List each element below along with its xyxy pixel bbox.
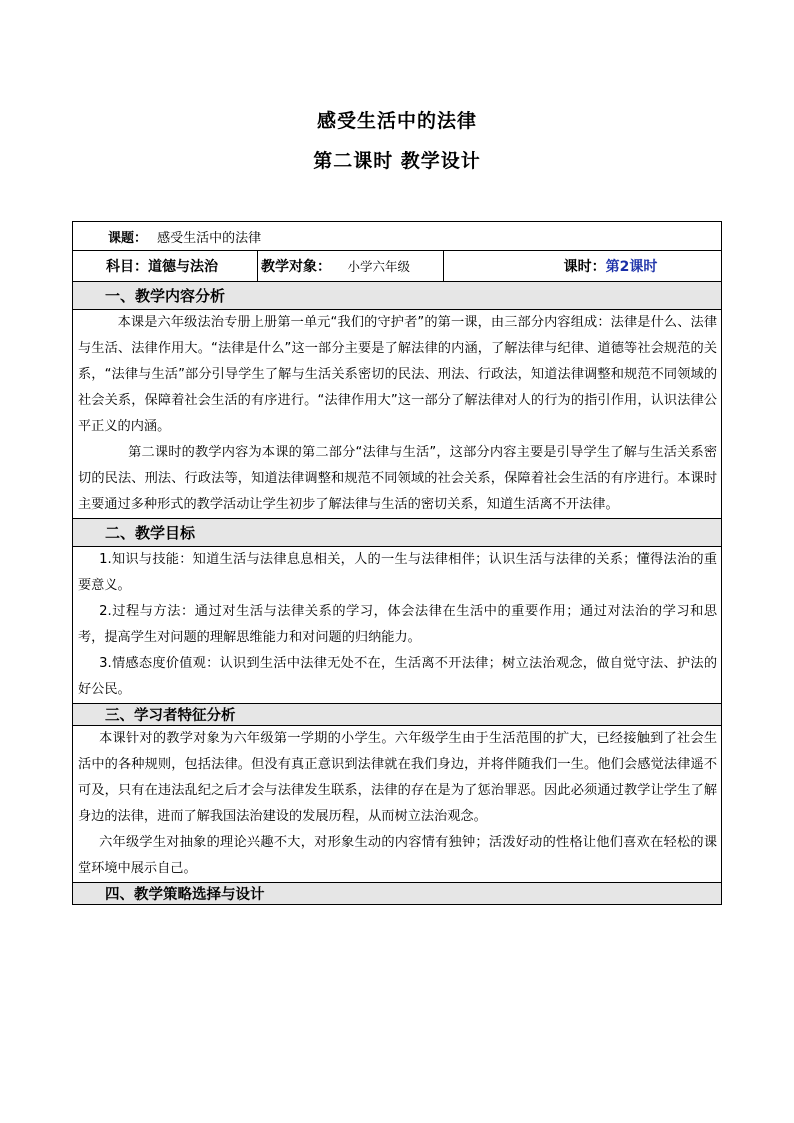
section-2-body-row [73, 547, 722, 704]
meta-row [73, 251, 722, 282]
paragraph: 第二课时的教学内容为本课的第二部分“法律与生活”，这部分内容主要是引导学生了解与生活关系密切的民法、刑法、行政法等，知道法律调整和规范不同领域的社会关系，保障着社会生活的有序进行。本课时主要通过多种形式的教学活动让学生初步了解法律与生活的密切关系，知道生活离不开法律。 [78, 445, 718, 512]
audience-value-cell [344, 251, 444, 282]
section-2-header-row [73, 519, 722, 547]
subject-cell [73, 251, 258, 282]
audience-label: 教学对象： [261, 259, 331, 275]
section-3-header-row [73, 704, 722, 726]
paragraph: 1.知识与技能：知道生活与法律息息相关，人的一生与法律相伴；认识生活与法律的关系；懂得法治的重要意义。 [78, 552, 718, 593]
period-label: 课时： [563, 259, 606, 275]
paragraph: 六年级学生对抽象的理论兴趣不大，对形象生动的内容情有独钟；活泼好动的性格让他们喜欢在轻松的课堂环境中展示自己。 [78, 835, 718, 876]
topic-label: 课题： [108, 230, 148, 246]
section-heading: 一、教学内容分析 [73, 282, 722, 310]
section-body [73, 547, 722, 704]
document-title: 感受生活中的法律 [316, 110, 477, 132]
topic-row [73, 222, 722, 251]
section-heading: 三、学习者特征分析 [73, 704, 722, 726]
topic-value: 感受生活中的法律 [157, 230, 262, 246]
subject-label: 科目：道德与法治 [106, 259, 218, 275]
section-3-body-row [73, 726, 722, 883]
section-1-body-row [73, 310, 722, 519]
paragraph: 本课针对的教学对象为六年级第一学期的小学生。六年级学生由于生活范围的扩大，已经接触到了社会生活中的各种规则，包括法律。但没有真正意识到法律就在我们身边，并将伴随我们一生。他们会感觉法律遥不可及，只有在违法乱纪之后才会与法律发生联系，法律的存在是为了惩治罪恶。因此必须通过教学让学生了解身边的法律，进而了解我国法治建设的发展历程，从而树立法治观念。 [78, 731, 718, 824]
document-subtitle: 第二课时 教学设计 [313, 150, 481, 172]
audience-value: 小学六年级 [347, 259, 411, 274]
section-4-header-row [73, 883, 722, 905]
paragraph: 3.情感态度价值观：认识到生活中法律无处不在，生活离不开法律；树立法治观念，做自觉守法、护法的好公民。 [78, 656, 718, 697]
section-heading: 四、教学策略选择与设计 [73, 883, 722, 905]
period-value: 第2课时 [605, 259, 658, 275]
section-body [73, 726, 722, 883]
section-body [73, 310, 722, 519]
paragraph: 本课是六年级法治专册上册第一单元“我们的守护者”的第一课，由三部分内容组成：法律是什么、法律与生活、法律作用大。“法律是什么”这一部分主要是了解法律的内涵，了解法律与纪律、道德等社会规范的关系，“法律与生活”部分引导学生了解与生活关系密切的民法、刑法、行政法，知道法律调整和规范不同领域的社会关系，保障着社会生活的有序进行。“法律作用大”这一部分了解法律对人的行为的指引作用，认识法律公平正义的内涵。 [78, 315, 718, 434]
paragraph: 2.过程与方法：通过对生活与法律关系的学习，体会法律在生活中的重要作用；通过对法治的学习和思考，提高学生对问题的理解思维能力和对问题的归纳能力。 [78, 604, 718, 645]
section-heading: 二、教学目标 [73, 519, 722, 547]
section-1-header-row [73, 282, 722, 310]
lesson-plan-table [72, 221, 722, 905]
period-cell [444, 251, 722, 282]
topic-cell [73, 222, 722, 251]
audience-label-cell [258, 251, 344, 282]
